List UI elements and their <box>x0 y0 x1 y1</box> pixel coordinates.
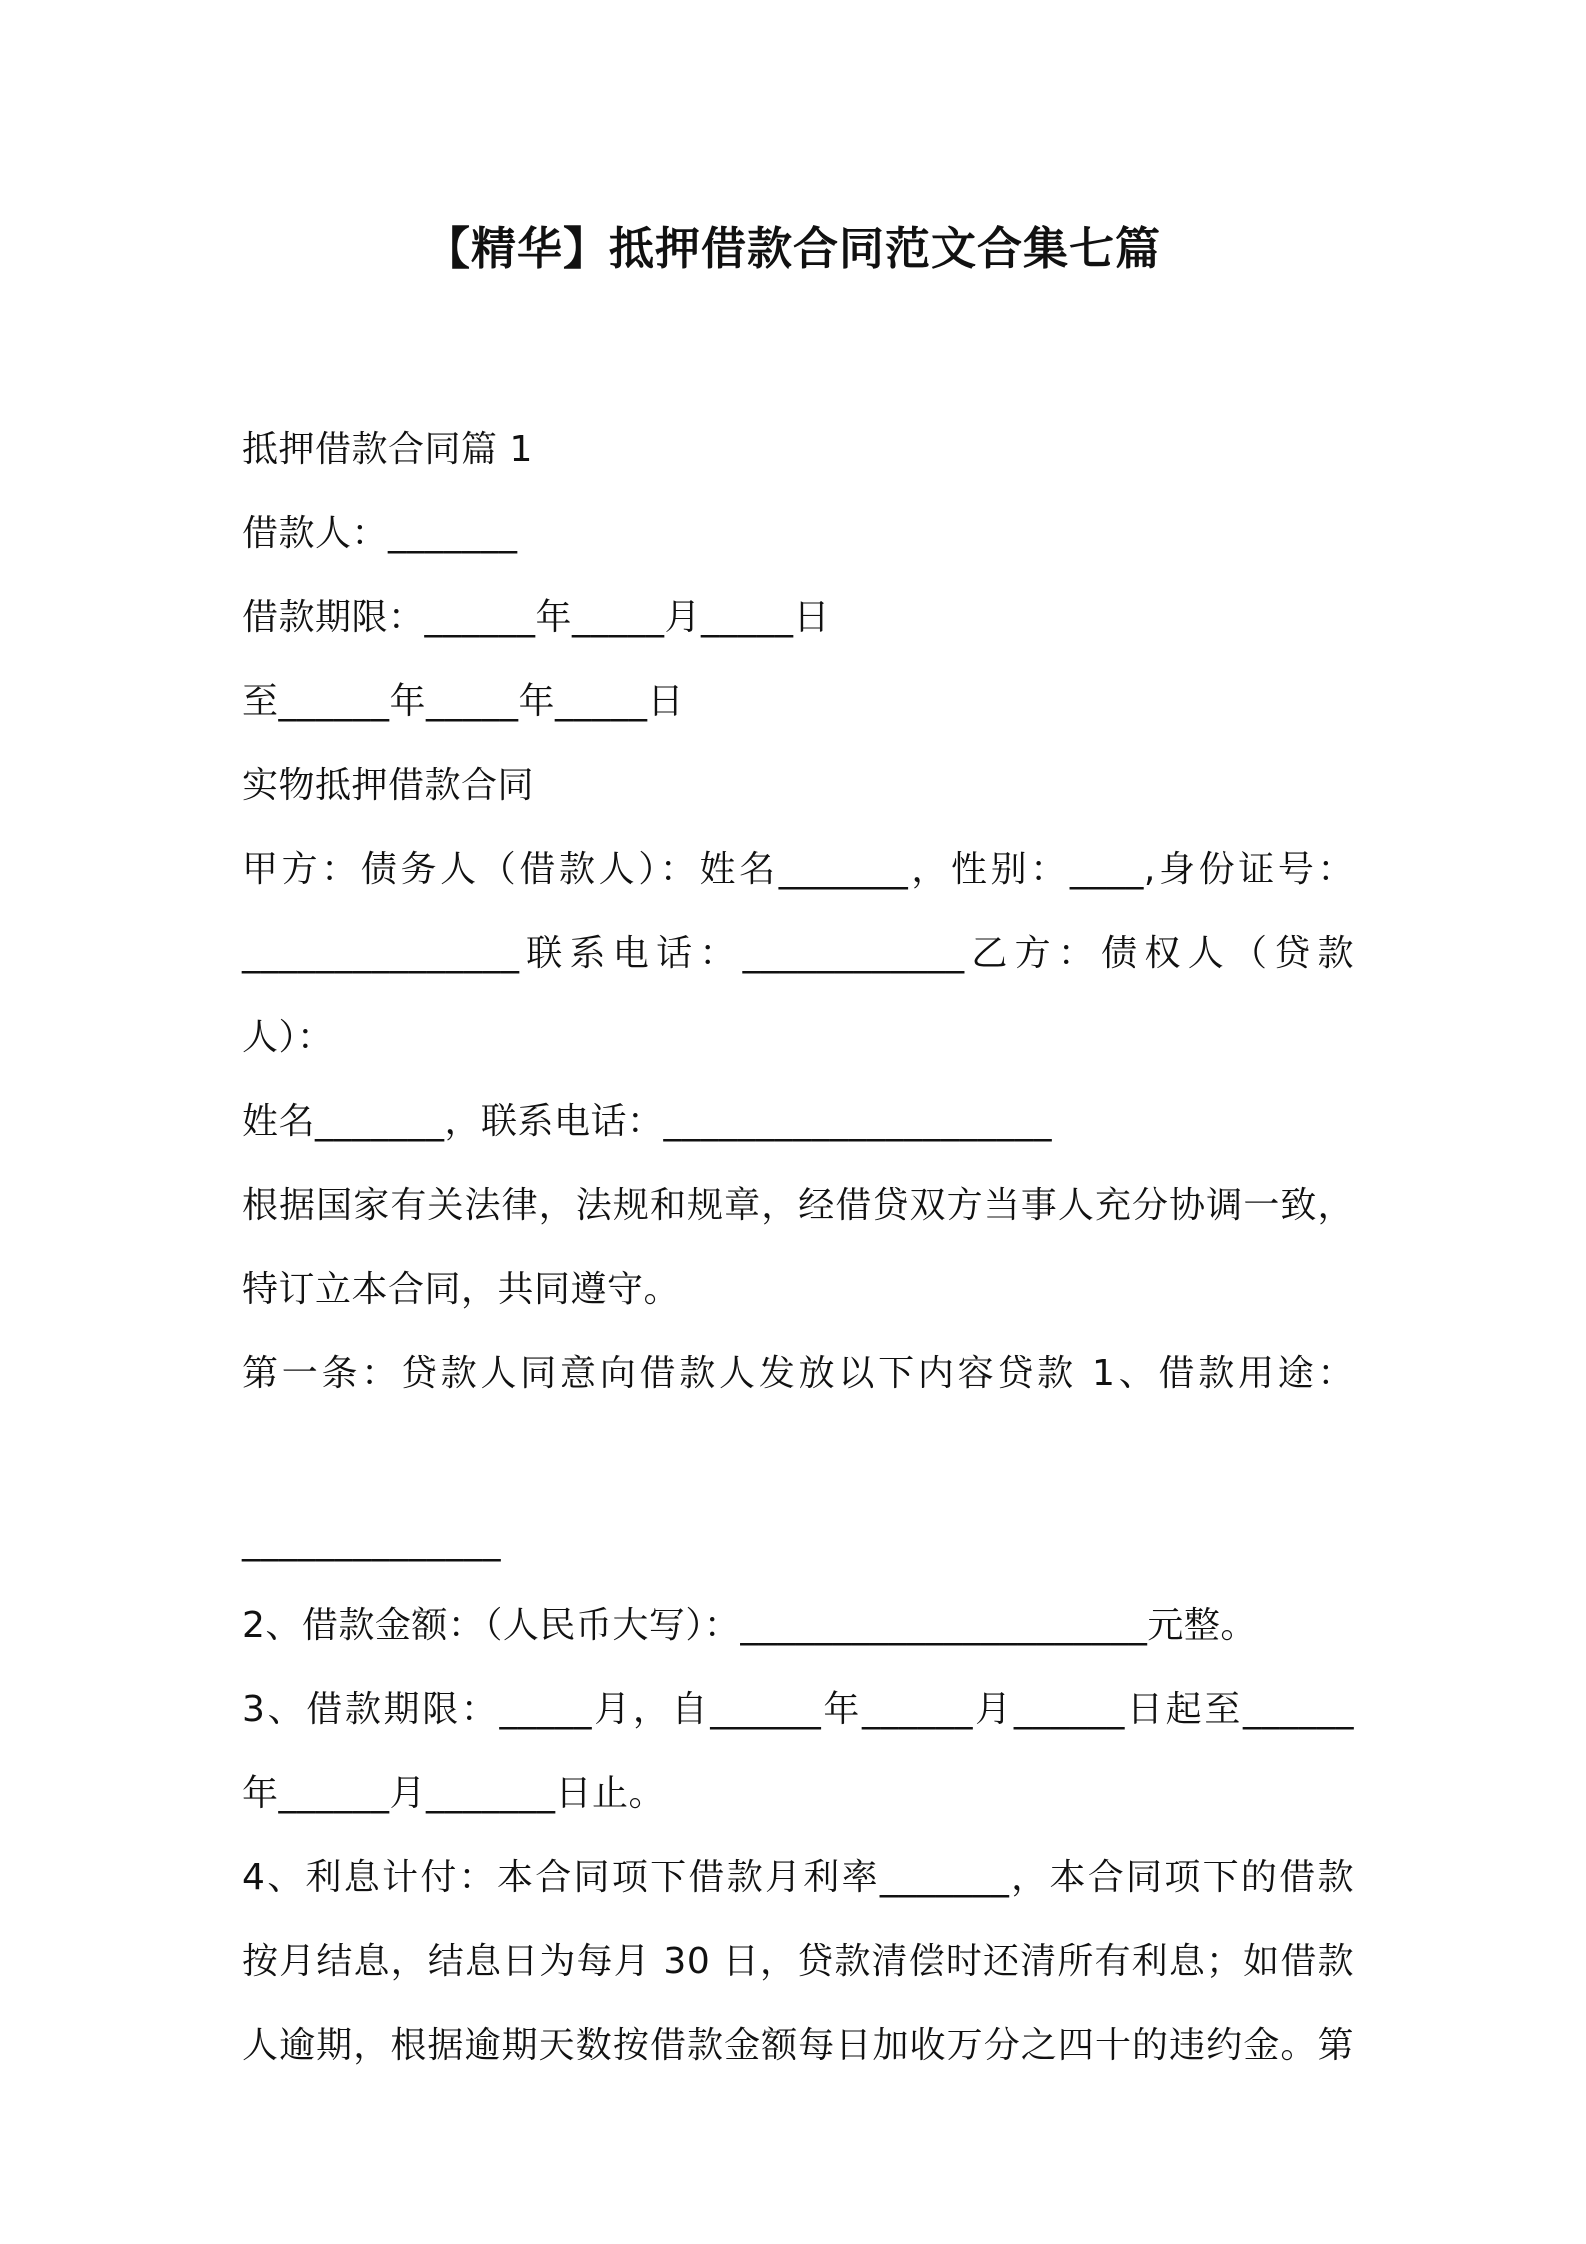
party-b-line: 人）： <box>242 1017 334 1058</box>
document-title: 【精华】抵押借款合同范文合集七篇 <box>424 222 1161 275</box>
loan-purpose-blank: ______________ <box>242 1521 501 1562</box>
loan-period-line: 3、借款期限：_____月，自______年______月______日起至______ <box>242 1689 1354 1730</box>
blank-line <box>242 1416 1354 1500</box>
paragraph-line: 特订立本合同，共同遵守。 <box>242 1269 681 1310</box>
interest-line: 4、利息计付：本合同项下借款月利率_______，本合同项下的借款 <box>242 1857 1354 1898</box>
borrower-line: 借款人：_______ <box>242 513 518 554</box>
interest-line: 人逾期，根据逾期天数按借款金额每日加收万分之四十的违约金。第 <box>242 2025 1354 2066</box>
interest-line: 按月结息，结息日为每月 30 日，贷款清偿时还清所有利息；如借款 <box>242 1941 1354 1982</box>
article-one-line: 第一条：贷款人同意向借款人发放以下内容贷款 1、借款用途： <box>242 1353 1354 1394</box>
paragraph-line: 根据国家有关法律，法规和规章，经借贷双方当事人充分协调一致， <box>242 1185 1354 1226</box>
loan-period-end-line: 年______月_______日止。 <box>242 1773 666 1814</box>
section-heading: 抵押借款合同篇 1 <box>242 429 533 470</box>
contract-subtitle: 实物抵押借款合同 <box>242 765 535 806</box>
loan-term-start-line: 借款期限：______年_____月_____日 <box>242 597 831 638</box>
party-contact-line: _______________联系电话：____________乙方：债权人（贷款 <box>242 933 1354 974</box>
loan-term-end-line: 至______年_____年_____日 <box>242 681 685 722</box>
party-b-name-line: 姓名_______，联系电话：_____________________ <box>242 1101 1053 1142</box>
document-body <box>242 408 1354 2088</box>
loan-amount-line: 2、借款金额：（人民币大写）：______________________元整。 <box>242 1605 1257 1646</box>
party-a-line: 甲方：债务人（借款人）：姓名_______，性别：____,身份证号： <box>242 849 1354 890</box>
